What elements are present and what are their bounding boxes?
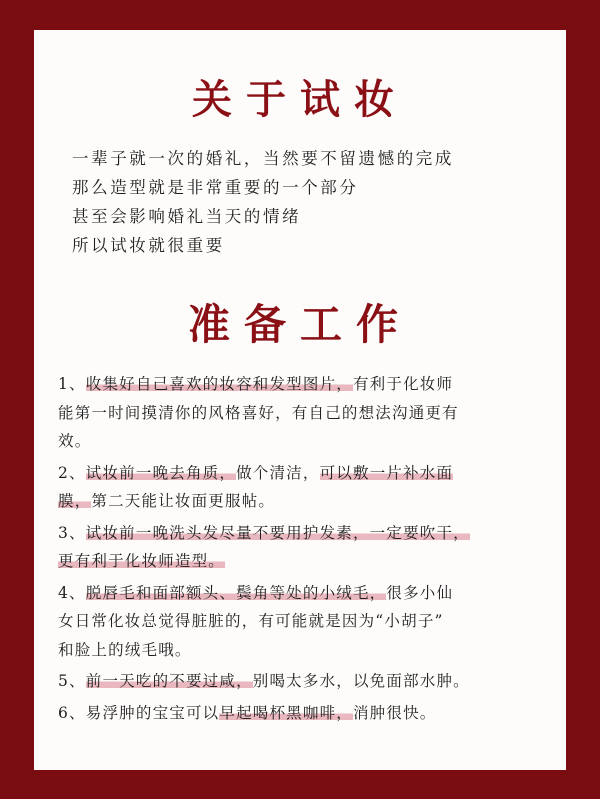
intro-line: 所以试妆就很重要: [72, 236, 225, 255]
content-card: [34, 30, 566, 770]
highlighted-text: 试妆前一晚洗头发尽量不要用护发素，一定要吹干，: [85, 523, 470, 542]
intro-line: 甚至会影响婚礼当天的情绪: [72, 207, 302, 226]
item-text: 别喝太多水，: [252, 672, 353, 690]
highlighted-text: 脱唇毛和面部额头、鬓角等处的小绒毛，: [85, 583, 387, 602]
highlighted-text: 更有利于化妆师造型。: [58, 552, 226, 570]
highlighted-text: 试妆前一晚去角质，: [85, 463, 237, 482]
item-number: 6、: [58, 703, 86, 722]
item-text: 有利于化妆师: [352, 375, 454, 393]
section-title-trial-makeup: 关于试妆: [192, 77, 408, 123]
highlighted-text: 膜，: [58, 492, 92, 510]
intro-paragraph: [72, 144, 552, 260]
item-text: 能第一时间摸清你的风格喜好，有自己的想法沟通更有: [58, 403, 459, 422]
item-number: 3、: [58, 523, 86, 542]
intro-line: 一辈子就一次的婚礼，当然要不留遗憾的完成: [72, 149, 454, 168]
highlighted-text: 收集好自己喜欢的妆容和发型图片，: [85, 375, 353, 393]
highlighted-text: 前一天吃的不要过咸，: [85, 672, 253, 690]
list-item: [58, 370, 558, 456]
item-text: 易浮肿的宝宝可以: [85, 703, 220, 722]
item-text: 做个清洁，: [236, 463, 320, 482]
preparation-list: [58, 370, 558, 730]
section-title-preparation: 准备工作: [187, 300, 412, 349]
item-text: 女日常化妆总觉得脏脏的，有可能就是因为“小胡子”: [58, 612, 444, 630]
intro-line: 那么造型就是非常重要的一个部分: [72, 178, 359, 197]
item-text: 很多小仙: [386, 583, 454, 602]
list-item: [58, 699, 558, 728]
item-number: 2、: [58, 463, 86, 482]
list-item: [58, 667, 558, 696]
item-text: 消肿很快。: [352, 703, 437, 722]
item-text: 和脸上的绒毛哦。: [58, 640, 192, 659]
list-item: [58, 459, 558, 516]
item-text: 第二天能让妆面更服帖。: [91, 492, 276, 510]
item-number: 5、: [58, 672, 86, 690]
highlighted-text: 可以敷一片补水面: [319, 463, 454, 482]
list-item: [58, 519, 558, 576]
item-number: 4、: [58, 583, 86, 602]
highlighted-text: 早起喝杯黑咖啡，: [219, 703, 353, 722]
item-number: 1、: [58, 375, 86, 393]
list-item: [58, 579, 558, 665]
item-text: 以免面部水肿。: [352, 672, 470, 690]
item-text: 效。: [58, 432, 92, 450]
